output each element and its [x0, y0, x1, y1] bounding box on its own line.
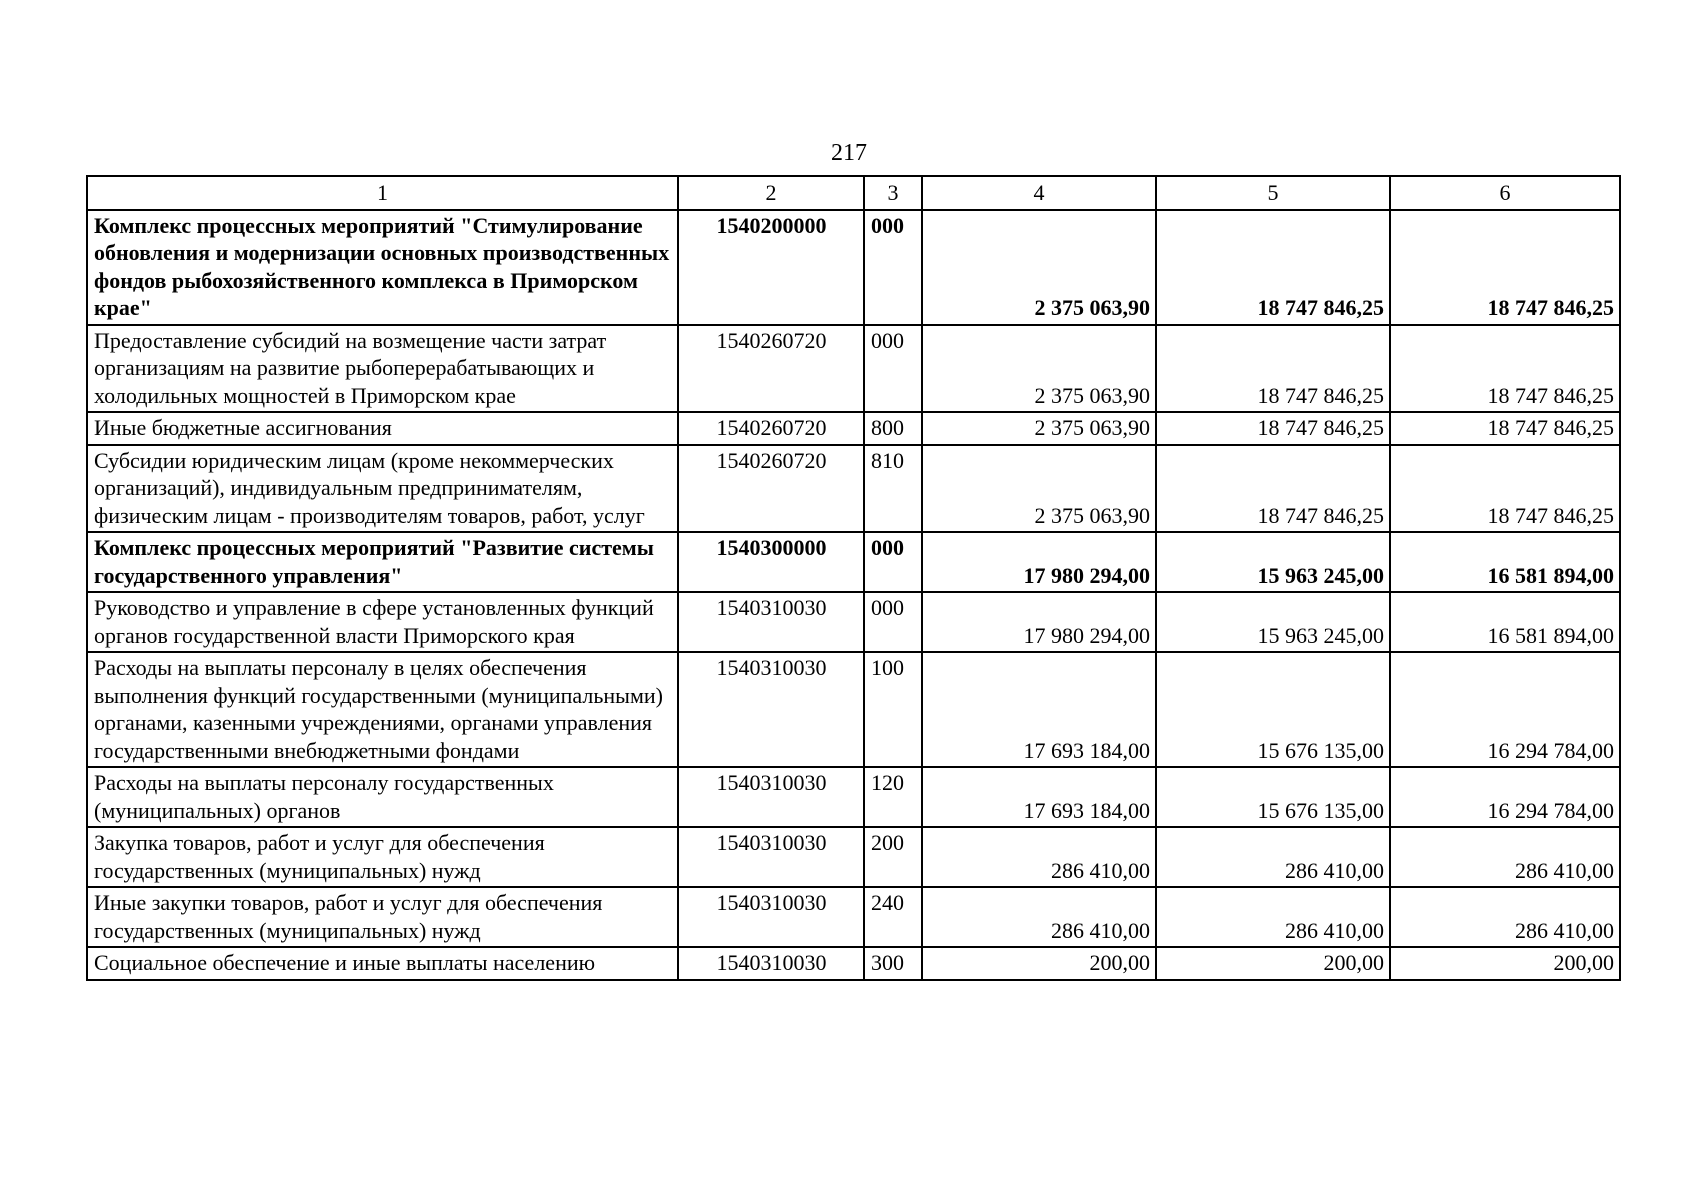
table-row: [87, 767, 1620, 827]
table-row: [87, 210, 1620, 325]
expense-type: 240: [864, 887, 922, 947]
amount-col6: 286 410,00: [1390, 827, 1620, 887]
amount-col5: 286 410,00: [1156, 887, 1390, 947]
row-name: Расходы на выплаты персоналу в целях обеспечения выполнения функций государственными (муниципальными) органами, казенными учреждениями, органами управления государственными внебюджетными фондами: [87, 652, 678, 767]
table-row: [87, 592, 1620, 652]
target-code: 1540260720: [678, 325, 864, 413]
expense-type: 000: [864, 592, 922, 652]
amount-col5: 15 963 245,00: [1156, 532, 1390, 592]
expense-type: 810: [864, 445, 922, 533]
column-header: 6: [1390, 176, 1620, 210]
page-number: 217: [831, 140, 867, 166]
row-name: Расходы на выплаты персоналу государственных (муниципальных) органов: [87, 767, 678, 827]
amount-col4: 2 375 063,90: [922, 210, 1156, 325]
target-code: 1540300000: [678, 532, 864, 592]
amount-col4: 2 375 063,90: [922, 412, 1156, 445]
expense-type: 000: [864, 325, 922, 413]
amount-col6: 18 747 846,25: [1390, 412, 1620, 445]
row-name: Комплекс процессных мероприятий "Развитие системы государственного управления": [87, 532, 678, 592]
expense-type: 000: [864, 532, 922, 592]
amount-col6: 200,00: [1390, 947, 1620, 980]
target-code: 1540200000: [678, 210, 864, 325]
row-name: Иные закупки товаров, работ и услуг для обеспечения государственных (муниципальных) нужд: [87, 887, 678, 947]
amount-col4: 17 693 184,00: [922, 652, 1156, 767]
amount-col6: 286 410,00: [1390, 887, 1620, 947]
amount-col4: 200,00: [922, 947, 1156, 980]
expense-type: 120: [864, 767, 922, 827]
table-row: [87, 532, 1620, 592]
row-name: Субсидии юридическим лицам (кроме некоммерческих организаций), индивидуальным предпринимателям, физическим лицам - производителям товаров, работ, услуг: [87, 445, 678, 533]
budget-table: [86, 175, 1621, 981]
target-code: 1540260720: [678, 412, 864, 445]
target-code: 1540260720: [678, 445, 864, 533]
target-code: 1540310030: [678, 592, 864, 652]
amount-col6: 16 581 894,00: [1390, 532, 1620, 592]
amount-col4: 17 693 184,00: [922, 767, 1156, 827]
amount-col4: 17 980 294,00: [922, 592, 1156, 652]
column-number-row: [87, 176, 1620, 210]
amount-col6: 18 747 846,25: [1390, 210, 1620, 325]
amount-col6: 16 294 784,00: [1390, 767, 1620, 827]
row-name: Закупка товаров, работ и услуг для обеспечения государственных (муниципальных) нужд: [87, 827, 678, 887]
table-row: [87, 827, 1620, 887]
target-code: 1540310030: [678, 947, 864, 980]
row-name: Предоставление субсидий на возмещение части затрат организациям на развитие рыбоперерабатывающих и холодильных мощностей в Приморском крае: [87, 325, 678, 413]
row-name: Иные бюджетные ассигнования: [87, 412, 678, 445]
expense-type: 200: [864, 827, 922, 887]
amount-col5: 15 676 135,00: [1156, 652, 1390, 767]
table-row: [87, 947, 1620, 980]
table-row: [87, 445, 1620, 533]
target-code: 1540310030: [678, 767, 864, 827]
amount-col5: 286 410,00: [1156, 827, 1390, 887]
amount-col6: 18 747 846,25: [1390, 445, 1620, 533]
amount-col6: 18 747 846,25: [1390, 325, 1620, 413]
table-row: [87, 325, 1620, 413]
amount-col5: 18 747 846,25: [1156, 412, 1390, 445]
column-header: 2: [678, 176, 864, 210]
row-name: Комплекс процессных мероприятий "Стимулирование обновления и модернизации основных производственных фондов рыбохозяйственного комплекса в Приморском крае": [87, 210, 678, 325]
target-code: 1540310030: [678, 652, 864, 767]
row-name: Социальное обеспечение и иные выплаты населению: [87, 947, 678, 980]
amount-col4: 17 980 294,00: [922, 532, 1156, 592]
column-header: 4: [922, 176, 1156, 210]
amount-col5: 18 747 846,25: [1156, 325, 1390, 413]
amount-col6: 16 581 894,00: [1390, 592, 1620, 652]
expense-type: 300: [864, 947, 922, 980]
amount-col5: 18 747 846,25: [1156, 210, 1390, 325]
amount-col5: 15 963 245,00: [1156, 592, 1390, 652]
table-row: [87, 412, 1620, 445]
table-row: [87, 652, 1620, 767]
amount-col6: 16 294 784,00: [1390, 652, 1620, 767]
amount-col4: 2 375 063,90: [922, 325, 1156, 413]
amount-col5: 200,00: [1156, 947, 1390, 980]
column-header: 3: [864, 176, 922, 210]
target-code: 1540310030: [678, 827, 864, 887]
target-code: 1540310030: [678, 887, 864, 947]
amount-col4: 286 410,00: [922, 887, 1156, 947]
amount-col5: 18 747 846,25: [1156, 445, 1390, 533]
column-header: 5: [1156, 176, 1390, 210]
amount-col5: 15 676 135,00: [1156, 767, 1390, 827]
table-row: [87, 887, 1620, 947]
expense-type: 100: [864, 652, 922, 767]
expense-type: 000: [864, 210, 922, 325]
expense-type: 800: [864, 412, 922, 445]
amount-col4: 2 375 063,90: [922, 445, 1156, 533]
amount-col4: 286 410,00: [922, 827, 1156, 887]
row-name: Руководство и управление в сфере установленных функций органов государственной власти Приморского края: [87, 592, 678, 652]
column-header: 1: [87, 176, 678, 210]
